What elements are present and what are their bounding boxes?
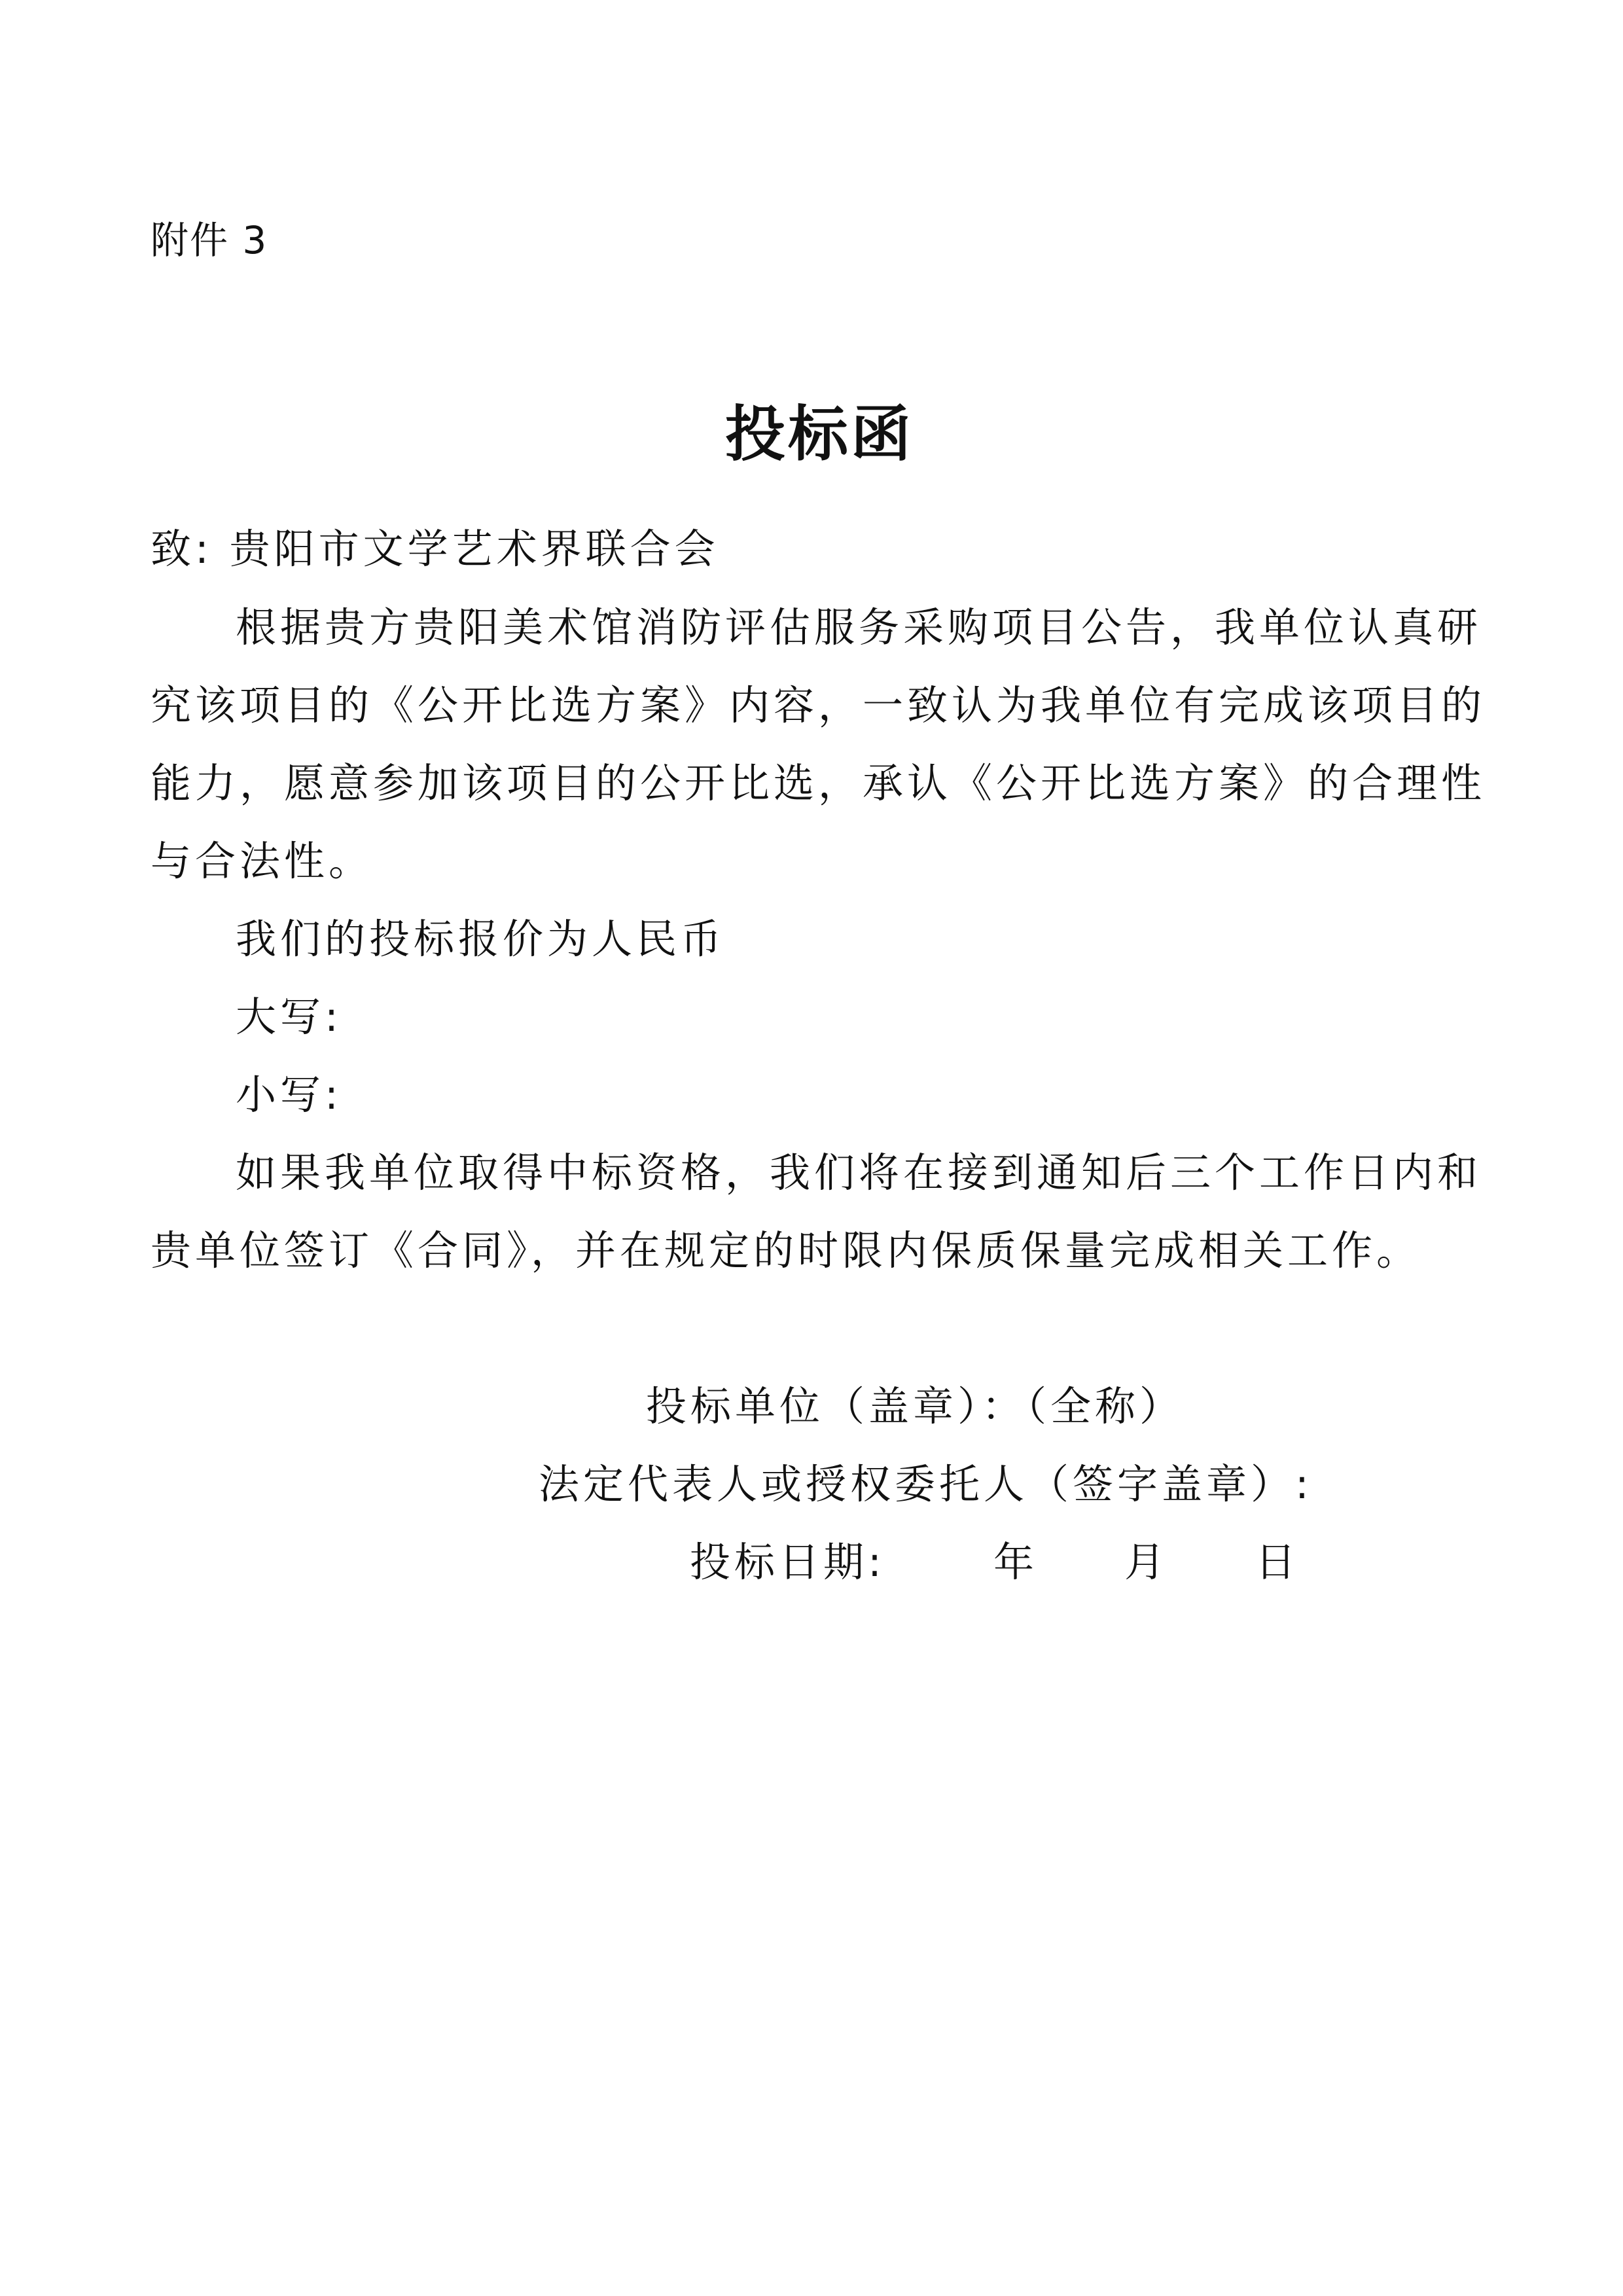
paragraph-2-line-1: 如果我单位取得中标资格，我们将在接到通知后三个工作日内和 bbox=[236, 1149, 1482, 1196]
quote-intro: 我们的投标报价为人民币 bbox=[236, 915, 726, 963]
paragraph-1-line-3: 能力，愿意参加该项目的公开比选，承认《公开比选方案》的合理性 bbox=[151, 759, 1486, 807]
document-title: 投标函 bbox=[725, 398, 914, 469]
representative-label: 法定代表人或授权委托人（签字盖章）: bbox=[539, 1460, 1313, 1508]
month-label: 月 bbox=[1124, 1538, 1169, 1586]
paragraph-1-line-1: 根据贵方贵阳美术馆消防评估服务采购项目公告，我单位认真研 bbox=[236, 603, 1482, 651]
paragraph-1-line-4: 与合法性。 bbox=[151, 837, 374, 885]
uppercase-amount-label: 大写: bbox=[236, 993, 342, 1041]
paragraph-1-line-2: 究该项目的《公开比选方案》内容，一致认为我单位有完成该项目的 bbox=[151, 681, 1486, 729]
paragraph-2-line-2: 贵单位签订《合同》，并在规定的时限内保质保量完成相关工作。 bbox=[151, 1227, 1421, 1274]
day-label: 日 bbox=[1255, 1538, 1300, 1586]
recipient-line: 致: 贵阳市文学艺术界联合会 bbox=[151, 525, 719, 573]
year-label: 年 bbox=[993, 1538, 1039, 1586]
attachment-label: 附件 3 bbox=[151, 218, 268, 262]
bid-date-label: 投标日期: bbox=[690, 1538, 885, 1586]
bidder-unit-label: 投标单位（盖章）：（全称） bbox=[646, 1382, 1185, 1430]
lowercase-amount-label: 小写: bbox=[236, 1071, 342, 1119]
